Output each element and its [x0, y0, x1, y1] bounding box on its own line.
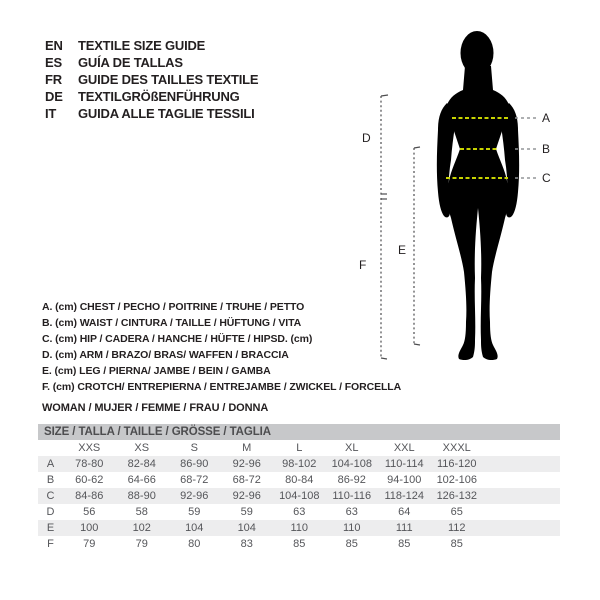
language-label: TEXTILGRÖßENFÜHRUNG [78, 89, 240, 104]
table-cell: 60-62 [75, 474, 104, 486]
table-row [38, 472, 560, 488]
table-cell: 92-96 [232, 490, 261, 502]
table-cell: 110 [342, 522, 361, 534]
table-cell: 79 [135, 538, 148, 550]
language-code: EN [45, 38, 63, 53]
leg-extent-bottom-tick [414, 344, 420, 345]
table-cell: 85 [293, 538, 306, 550]
woman-silhouette-body [447, 66, 509, 360]
table-cell: 64-66 [127, 474, 156, 486]
column-header-xxl: XXL [393, 442, 415, 454]
legend-line-arm: D. (cm) ARM / BRAZO/ BRAS/ WAFFEN / BRACCIA [42, 349, 289, 361]
column-header-xxs: XXS [78, 442, 101, 454]
legend-line-hip: C. (cm) HIP / CADERA / HANCHE / HÜFTE / HIPSD. (cm) [42, 333, 313, 345]
column-header-xl: XL [345, 442, 359, 454]
filler-cell [483, 488, 560, 504]
table-row [38, 456, 560, 472]
column-header-l: L [296, 442, 303, 454]
table-cell: 110-116 [332, 490, 372, 502]
language-code: IT [45, 106, 57, 121]
marker-label-c: C [542, 171, 551, 185]
table-cell: 80-84 [285, 474, 314, 486]
language-code: FR [45, 72, 62, 87]
table-cell: 100 [80, 522, 99, 534]
legend-line-waist: B. (cm) WAIST / CINTURA / TAILLE / HÜFTUNG / VITA [42, 317, 302, 329]
measurement-legend [42, 299, 401, 395]
table-cell: 63 [293, 506, 306, 518]
language-code: ES [45, 55, 62, 70]
table-cell: 102 [132, 522, 151, 534]
table-row [38, 520, 560, 536]
table-cell: 84-86 [75, 490, 104, 502]
language-label: GUÍA DE TALLAS [78, 55, 183, 70]
table-cell: 58 [135, 506, 148, 518]
size-table-header-bar: SIZE / TALLA / TAILLE / GRÖSSE / TAGLIA [38, 424, 560, 440]
table-cell: 82-84 [127, 458, 156, 470]
column-header-s: S [190, 442, 198, 454]
marker-label-b: B [542, 142, 551, 156]
table-cell: 94-100 [387, 474, 422, 486]
table-cell: 64 [398, 506, 411, 518]
language-label: GUIDA ALLE TAGLIE TESSILI [78, 106, 255, 121]
table-row [38, 488, 560, 504]
filler-cell [483, 536, 560, 552]
column-header-xxxl: XXXL [442, 442, 471, 454]
table-cell: 80 [188, 538, 201, 550]
gender-heading: WOMAN / MUJER / FEMME / FRAU / DONNA [42, 402, 269, 414]
row-label: B [46, 474, 55, 486]
row-label: D [46, 506, 55, 518]
table-row [38, 536, 560, 552]
table-cell: 86-90 [180, 458, 209, 470]
legend-line-crotch: F. (cm) CROTCH/ ENTREPIERNA / ENTREJAMBE / ZWICKEL / FORCELLA [42, 381, 402, 393]
table-cell: 104-108 [279, 490, 320, 502]
table-cell: 104 [185, 522, 204, 534]
table-cell: 78-80 [75, 458, 104, 470]
marker-label-e: E [398, 243, 407, 257]
table-cell: 88-90 [127, 490, 156, 502]
table-row [38, 504, 560, 520]
table-cell: 92-96 [180, 490, 209, 502]
table-cell: 116-120 [436, 458, 477, 470]
leg-extent-top-tick [414, 147, 420, 148]
table-cell: 104 [237, 522, 256, 534]
table-cell: 68-72 [180, 474, 209, 486]
table-cell: 118-124 [384, 490, 425, 502]
row-label: E [46, 522, 55, 534]
filler-cell [483, 520, 560, 536]
table-cell: 102-106 [436, 474, 477, 486]
table-cell: 111 [395, 522, 413, 534]
column-header-m: M [242, 442, 252, 454]
table-cell: 104-108 [331, 458, 372, 470]
language-label: GUIDE DES TAILLES TEXTILE [78, 72, 259, 87]
table-cell: 59 [240, 506, 253, 518]
table-cell: 79 [83, 538, 96, 550]
table-cell: 86-92 [337, 474, 366, 486]
table-cell: 68-72 [232, 474, 261, 486]
filler-cell [483, 504, 560, 520]
row-label: C [46, 490, 55, 502]
marker-label-d: D [362, 131, 371, 145]
table-cell: 110-114 [384, 458, 424, 470]
filler-cell [483, 440, 560, 456]
filler-cell [483, 456, 560, 472]
legend-line-chest: A. (cm) CHEST / PECHO / POITRINE / TRUHE / PETTO [42, 301, 305, 313]
arm-extent-top-tick [381, 95, 388, 96]
table-cell: 85 [345, 538, 358, 550]
filler-cell [483, 472, 560, 488]
size-table [38, 440, 560, 552]
table-cell: 92-96 [232, 458, 261, 470]
size-table-section [38, 424, 560, 552]
row-label: A [46, 458, 55, 470]
table-cell: 85 [450, 538, 463, 550]
column-header-xs: XS [134, 442, 150, 454]
legend-line-leg: E. (cm) LEG / PIERNA/ JAMBE / BEIN / GAMBA [42, 365, 271, 377]
language-code: DE [45, 89, 63, 104]
table-cell: 98-102 [282, 458, 317, 470]
marker-label-a: A [542, 111, 551, 125]
row-label: F [47, 538, 54, 550]
table-cell: 85 [398, 538, 411, 550]
size-table-columns-row [38, 440, 560, 456]
table-cell: 110 [290, 522, 309, 534]
table-cell: 112 [447, 522, 466, 534]
marker-label-f: F [359, 258, 367, 272]
corner-cell [38, 440, 63, 456]
language-label: TEXTILE SIZE GUIDE [78, 38, 206, 53]
table-cell: 59 [188, 506, 201, 518]
table-cell: 56 [83, 506, 96, 518]
table-cell: 83 [240, 538, 253, 550]
table-cell: 126-132 [436, 490, 477, 502]
table-cell: 65 [450, 506, 463, 518]
table-cell: 63 [345, 506, 358, 518]
